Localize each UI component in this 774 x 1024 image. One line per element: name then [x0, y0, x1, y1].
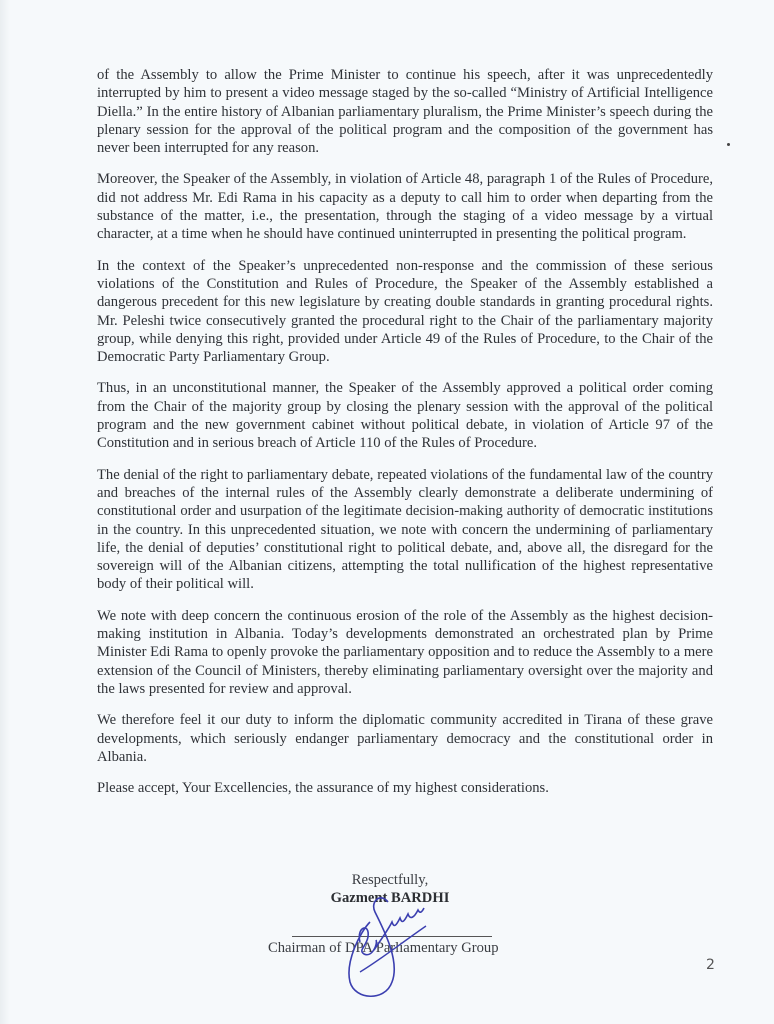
- page-number: 2: [706, 957, 715, 973]
- scan-speck: [727, 143, 730, 146]
- closing-salutation: Respectfully,: [351, 872, 429, 888]
- paragraph-1: of the Assembly to allow the Prime Minister to continue his speech, after it was unprecedentedly interrupted by him to present a video message staged by the so-called “Ministry of Artificial Intelligence Diella.” In the entire history of Albanian parliamentary pluralism, the Prime Minister’s speech during the plenary session for the approval of the political program and the composition of the government has never been interrupted for any reason.: [97, 67, 713, 157]
- signer-name: Gazment BARDHI: [330, 890, 450, 906]
- handwritten-signature-icon: [330, 882, 440, 1002]
- paragraph-6: We note with deep concern the continuous erosion of the role of the Assembly as the highest decision-making institution in Albania. Today’s developments demonstrated an orchestrated plan by Prime Minister Edi Rama to openly provoke the parliamentary opposition and to reduce the Assembly to a mere extension of the Council of Ministers, thereby eliminating parliamentary oversight over the majority and the laws presented for review and approval.: [97, 607, 713, 697]
- paragraph-8: Please accept, Your Excellencies, the assurance of my highest considerations.: [97, 780, 549, 797]
- page-edge-shadow: [0, 0, 10, 1024]
- paragraph-5: The denial of the right to parliamentary debate, repeated violations of the fundamental law of the country and breaches of the internal rules of the Assembly clearly demonstrate a deliberate undermining of constitutional order and usurpation of the legitimate decision-making authority of democratic institutions in the country. In this unprecedented situation, we note with concern the undermining of parliamentary life, the denial of deputies’ constitutional right to political debate, and, above all, the disregard for the sovereign will of the Albanian citizens, attempting the total nullification of the highest representative body of their political will.: [97, 466, 713, 593]
- letter-body: [97, 66, 713, 810]
- paragraph-3: In the context of the Speaker’s unprecedented non-response and the commission of these serious violations of the Constitution and Rules of Procedure, the Speaker of the Assembly established a dangerous precedent for this new legislature by creating double standards in granting procedural rights. Mr. Peleshi twice consecutively granted the procedural right to the Chair of the parliamentary majority group, while denying this right, provided under Article 49 of the Rules of Procedure, to the Chair of the Democratic Party Parliamentary Group.: [97, 257, 713, 366]
- paragraph-4: Thus, in an unconstitutional manner, the Speaker of the Assembly approved a political order coming from the Chair of the majority group by closing the plenary session with the approval of the political program and the new government cabinet without political debate, in violation of Article 97 of the Constitution and in serious breach of Article 110 of the Rules of Procedure.: [97, 380, 713, 452]
- paragraph-7: We therefore feel it our duty to inform the diplomatic community accredited in Tirana of these grave developments, which seriously endanger parliamentary democracy and the constitutional order in Albania.: [97, 712, 713, 765]
- signer-title: Chairman of DPA Parliamentary Group: [268, 940, 499, 956]
- paragraph-2: Moreover, the Speaker of the Assembly, in violation of Article 48, paragraph 1 of the Rules of Procedure, did not address Mr. Edi Rama in his capacity as a deputy to call him to order when departing from the substance of the matter, i.e., the presentation, through the staging of a video message by a virtual character, at a time when he should have continued uninterrupted in presenting the political program.: [97, 171, 713, 243]
- signature-block: [240, 872, 540, 1012]
